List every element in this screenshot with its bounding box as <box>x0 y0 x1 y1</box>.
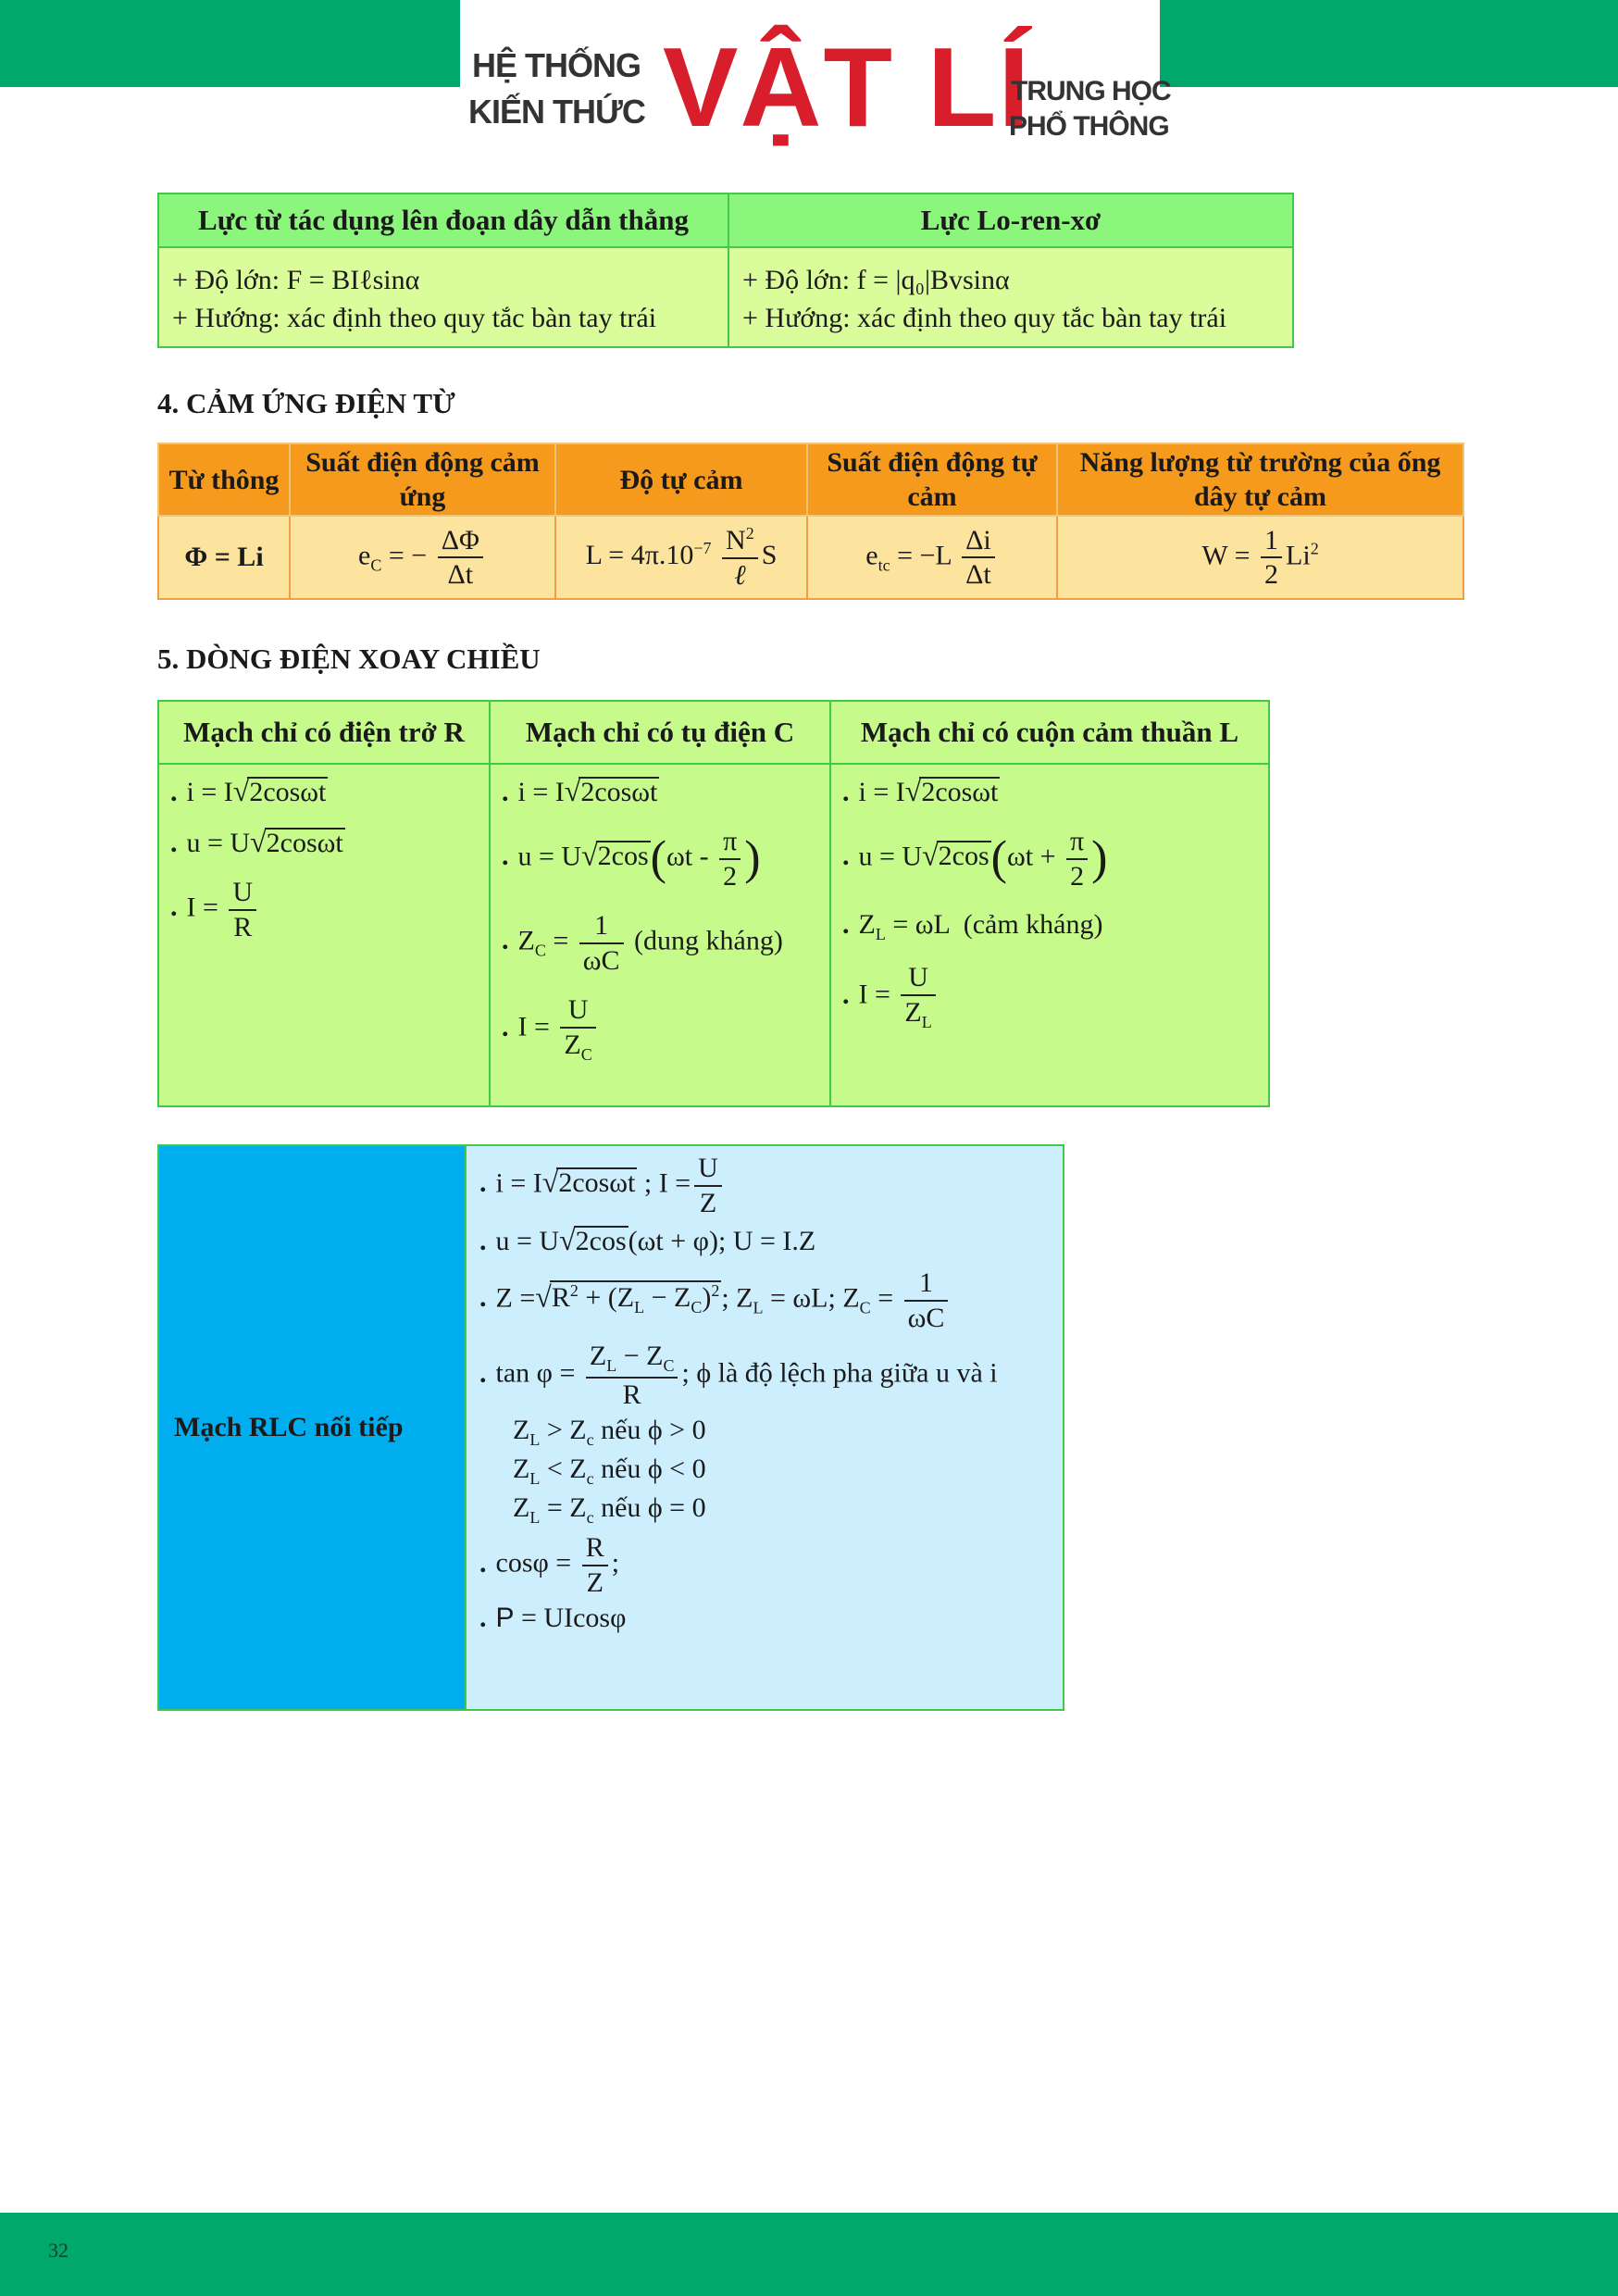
r-ohm-law: . I = $\frac{U}{R}$ <box>170 878 478 942</box>
wire-direction: + Hướng: xác định theo quy tắc bàn tay trái <box>172 303 657 333</box>
force-cell-lorentz <box>728 247 1293 347</box>
header-band-left <box>0 0 460 87</box>
rlc-label: Mạch RLC nối tiếp <box>158 1145 466 1710</box>
rlc-phase: . tan φ = $\frac{Z_L - Z_C}{R}$ ; ϕ là độ lệch pha giữa u và i <box>479 1341 998 1410</box>
rlc-voltage: . u = U√2cos(ωt + φ); U = I.Z <box>479 1223 816 1256</box>
rlc-power: . P = UIcosφ <box>479 1603 627 1634</box>
rlc-cond-2: $Z_L < Z_c$ nếu ϕ < 0 <box>513 1454 706 1489</box>
lorentz-magnitude: + Độ lớn: f = |q₀|Bvsinα <box>742 265 1010 295</box>
induct-header-flux: Từ thông <box>158 443 290 516</box>
header-logo <box>463 24 1171 170</box>
logo-line-trung-hoc: TRUNG HỌC <box>1011 76 1171 106</box>
c-voltage: . u = U√2cos(ωt - $\frac{\pi}{2}$ ) <box>502 826 761 892</box>
induct-header-emf: Suất điện động cảm ứng <box>290 443 555 516</box>
rlc-cond-1: $Z_L > Z_c$ nếu ϕ > 0 <box>513 1415 706 1450</box>
r-voltage: . u = U√2cosωt <box>170 825 343 858</box>
induct-header-self-emf: Suất điện động tự cảm <box>807 443 1057 516</box>
ac-cell-inductor <box>830 764 1269 1106</box>
force-header-wire: Lực từ tác dụng lên đoạn dây dẫn thẳng <box>158 193 728 247</box>
logo-line-pho-thong: PHỔ THÔNG <box>1009 111 1169 142</box>
l-ohm-law: . I = $\frac{U}{Z_L}$ <box>842 963 1257 1030</box>
ac-circuits-table <box>157 700 1270 1107</box>
logo-vat-li: VẬT LÍ <box>663 24 1032 150</box>
force-cell-wire <box>158 247 728 347</box>
ac-header-inductor: Mạch chỉ có cuộn cảm thuần L <box>830 701 1269 764</box>
self-emf-formula: $e_{tc} = -L$ $\frac{\Delta i}{\Delta t}$ <box>807 516 1057 599</box>
l-current: . i = I√2cosωt <box>842 774 999 807</box>
induct-header-energy: Năng lượng từ trường của ống dây tự cảm <box>1057 443 1463 516</box>
ac-header-resistor: Mạch chỉ có điện trở R <box>158 701 490 764</box>
rlc-current: . i = I√2cosωt ; I = $\frac{U}{Z}$ <box>479 1154 1055 1217</box>
rlc-cond-3: $Z_L = Z_c$ nếu ϕ = 0 <box>513 1492 706 1528</box>
footer-band <box>0 2213 1618 2296</box>
force-header-lorentz: Lực Lo-ren-xơ <box>728 193 1293 247</box>
wire-magnitude: + Độ lớn: F = BIℓsinα <box>172 265 420 295</box>
emf-formula: $e_C$ = − $\frac{\Delta\Phi}{\Delta t}$ <box>290 516 555 599</box>
rlc-power-factor: . cosφ = $\frac{R}{Z}$ ; <box>479 1532 620 1598</box>
section-4-title: 4. CẢM ỨNG ĐIỆN TỪ <box>157 387 455 419</box>
energy-formula: W = $\frac{1}{2}$ Li$^2$ <box>1057 516 1463 599</box>
r-current: . i = I√2cosωt <box>170 774 327 807</box>
ac-cell-capacitor <box>490 764 830 1106</box>
c-current: . i = I√2cosωt <box>502 774 658 807</box>
ac-cell-resistor <box>158 764 490 1106</box>
page-number: 32 <box>48 2239 68 2262</box>
l-reactance: . $Z_L = \omega L$ (cảm kháng) <box>842 909 1103 943</box>
section-5-title: 5. DÒNG ĐIỆN XOAY CHIỀU <box>157 643 541 675</box>
ac-header-capacitor: Mạch chỉ có tụ điện C <box>490 701 830 764</box>
l-voltage: . u = U√2cos(ωt + $\frac{\pi}{2}$ ) <box>842 826 1108 892</box>
inductance-formula: $L = 4\pi.10^{-7}$ $\frac{N^2}{\text{ℓ}}$ S <box>555 516 807 599</box>
rlc-formulas <box>466 1145 1064 1710</box>
rlc-table <box>157 1144 1064 1711</box>
induction-table <box>157 443 1464 600</box>
flux-formula: Φ = Li <box>158 516 290 599</box>
logo-line-he-thong: HỆ THỐNG <box>472 46 641 84</box>
c-reactance: . $Z_C$ = $\frac{1}{\omega C}$ (dung kháng) <box>502 910 783 976</box>
logo-line-kien-thuc: KIẾN THỨC <box>468 93 645 131</box>
c-ohm-law: . I = $\frac{U}{Z_C}$ <box>502 995 818 1063</box>
magnetic-force-table <box>157 193 1294 348</box>
induct-header-inductance: Độ tự cảm <box>555 443 807 516</box>
rlc-impedance: . $Z =√R^2 + (Z_L - Z_C)^2$; $Z_L = \omega L$; $Z_C$ = $\frac{1}{\omega C}$ <box>479 1268 1055 1332</box>
header-band-right <box>1160 0 1618 87</box>
lorentz-direction: + Hướng: xác định theo quy tắc bàn tay trái <box>742 303 1227 333</box>
